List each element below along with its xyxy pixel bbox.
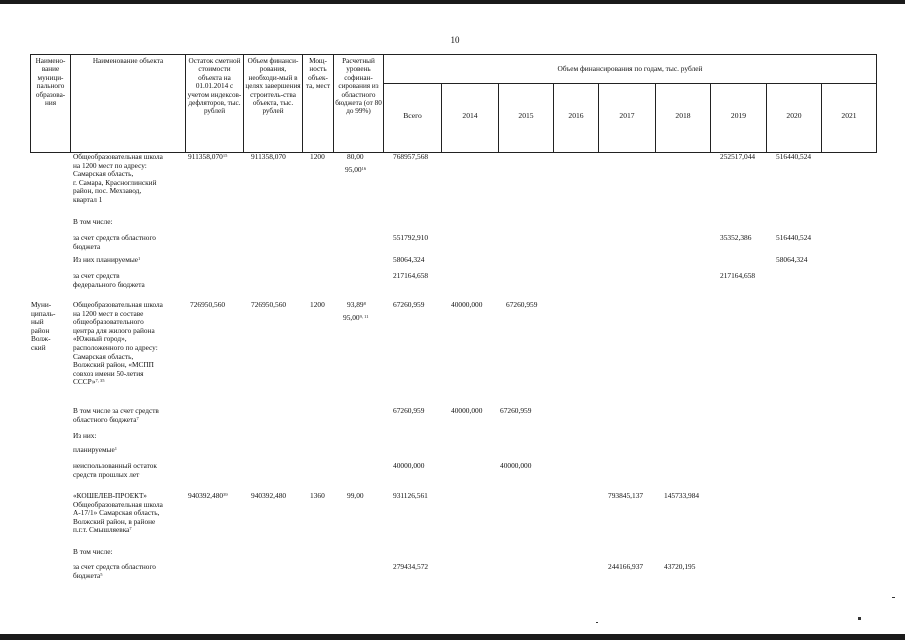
row13-total: 279434,572 [393,562,429,571]
row3-total: 551792,910 [393,233,429,242]
row6-level2: 95,00$^{9, 11}$ [343,313,369,322]
header-year-2020: 2020 [766,83,821,153]
row3-object-name: за счет средств областного бюджета [73,233,156,251]
row1-volume: 911358,070 [251,152,286,161]
row11-2017: 793845,137 [608,491,644,500]
header-object-cell [70,54,185,153]
row5-total: 217164,658 [393,271,429,280]
row5-2019: 217164,658 [720,271,756,280]
row8-label: Из них: [73,431,97,440]
row6-total: 67260,959 [393,300,425,309]
scan-speck [858,617,861,620]
row4-object-name: Из них планируемые$^1$ [73,255,141,264]
row7-total: 67260,959 [393,406,425,415]
header-level-cell [333,54,383,153]
row1-level2: 95,00$^{16}$ [345,165,367,174]
header-municipality: Наимено-вание муници-пального образова-ния [35,57,66,108]
row7-object-name: В том числе за счет средств областного бюджета$^7$ [73,406,159,424]
header-years-group-label: Объем финансирования по годам, тыс. рублей [557,64,703,73]
header-capacity: Мощ-ность объек-та, мест [305,57,331,91]
scan-bottom-edge [0,634,905,640]
header-year-2015: 2015 [498,83,553,153]
row11-object-name: «КОШЕЛЕВ-ПРОЕКТ» Общеобразовательная школа А-17/1» Самарская область, Волжский район, в районе п.г.т. Смышляевка$^7$ [73,491,163,535]
row6-object-name: Общеобразовательная школа на 1200 мест в составе общеобразовательного центра для жилого района «Южный город», расположенного по адресу: Самарская область, Волжский район, «МСПП совхоз имени 50-летия СССР»$^{7, 35}$ [73,300,163,387]
row11-capacity: 1360 [310,491,325,500]
row6-remaining: 726950,560 [190,300,226,309]
row10-object-name: неиспользованный остаток средств прошлых лет [73,461,157,479]
row1-2019: 252517,044 [720,152,756,161]
row2-label: В том числе: [73,217,113,226]
row6-capacity: 1200 [310,300,325,309]
header-years-group [383,54,877,84]
header-year-2018: 2018 [655,83,710,153]
row13-2017: 244166,937 [608,562,644,571]
row10-total: 40000,000 [393,461,425,470]
header-capacity-cell [302,54,333,153]
header-funding-volume: Объем финанси-рования, необходи-мый в целях завершения строитель-ства объекта, тыс. рублей [245,57,301,116]
header-cofinancing-level: Расчетный уровень софинан-сирования из областного бюджета (от 80 до 99%) [335,57,382,116]
row4-total: 58064,324 [393,255,425,264]
row1-2020: 516440,524 [776,152,812,161]
row11-remaining: 940392,480$^{39}$ [188,491,228,500]
row10-2015: 40000,000 [500,461,532,470]
row3-2019: 35352,386 [720,233,752,242]
header-year-2021: 2021 [821,83,877,153]
row6-municipality: Муни- ципаль- ный район Волж- ский [31,300,56,352]
header-year-2017: 2017 [598,83,655,153]
row11-volume: 940392,480 [251,491,287,500]
row6-volume: 726950,560 [251,300,287,309]
row1-remaining: 911358,070$^{15}$ [188,152,228,161]
page-number: 10 [450,35,460,45]
row7-2015: 67260,959 [500,406,532,415]
row11-total: 931126,561 [393,491,428,500]
row6-2015: 67260,959 [506,300,538,309]
row7-2014: 40000,000 [451,406,483,415]
row4-2020: 58064,324 [776,255,808,264]
row3-2020: 516440,524 [776,233,812,242]
header-municipality-cell [30,54,70,153]
row1-total: 768957,568 [393,152,429,161]
row1-capacity: 1200 [310,152,325,161]
row9-label: планируемые$^1$ [73,445,117,454]
row5-object-name: за счет средств федерального бюджета [73,271,145,289]
header-year-2019: 2019 [710,83,766,153]
header-remaining-cell [185,54,243,153]
header-volume-cell [243,54,302,153]
header-year-2014: 2014 [441,83,498,153]
scan-speck [892,597,895,598]
row1-object-name: Общеобразовательная школа на 1200 мест по адресу: Самарская область, г. Самара, Красноглинский район, пос. Мехзавод, квартал 1 [73,152,163,204]
row6-2014: 40000,000 [451,300,483,309]
row13-object-name: за счет средств областного бюджета$^5$ [73,562,156,580]
header-object-name: Наименование объекта [92,57,164,65]
row11-level1: 99,00 [347,491,364,500]
row13-2018: 43720,195 [664,562,696,571]
scan-top-edge [0,0,905,4]
row6-level1: 93,89$^8$ [347,300,366,309]
header-total: Всего [383,83,441,153]
row12-label: В том числе: [73,547,113,556]
row1-level1: 80,00 [347,152,364,161]
header-remaining-cost: Остаток сметной стоимости объекта на 01.01.2014 с учетом индексов-дефляторов, тыс. рублей [187,57,242,116]
row11-2018: 145733,984 [664,491,700,500]
header-year-2016: 2016 [553,83,598,153]
scan-speck [596,622,598,623]
